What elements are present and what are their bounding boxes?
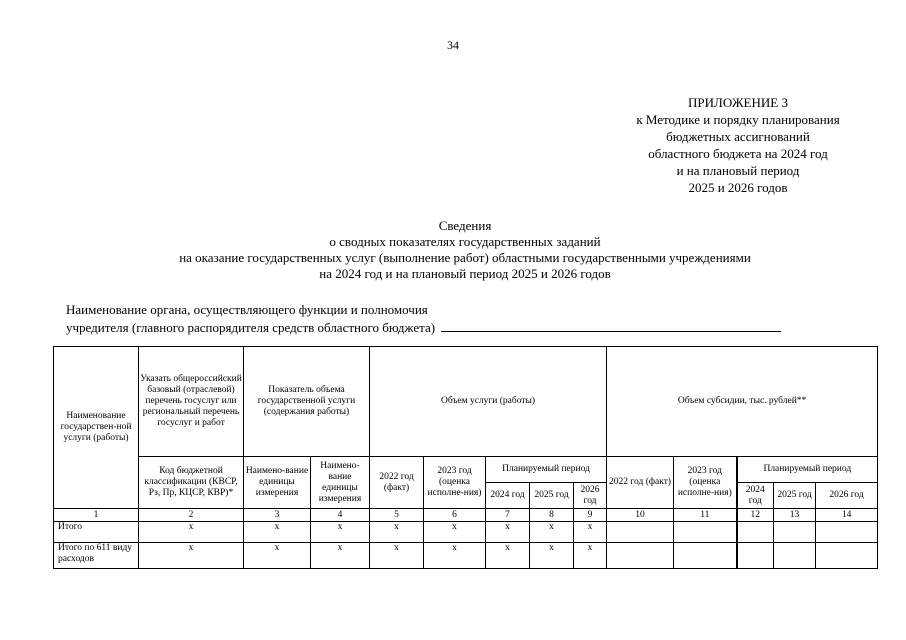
column-number: 5 xyxy=(370,509,424,522)
row-label: Итого xyxy=(54,522,139,543)
header-volume-2023: 2023 год (оценка исполне-ния) xyxy=(424,457,486,509)
table-cell[interactable] xyxy=(737,522,774,543)
table-cell: x xyxy=(311,522,370,543)
table-cell[interactable] xyxy=(774,543,816,569)
header-volume-indicator: Показатель объема государственной услуги (содержания работы) xyxy=(244,347,370,457)
header-subsidy-2022: 2022 год (факт) xyxy=(607,457,674,509)
column-number: 14 xyxy=(816,509,878,522)
column-number: 12 xyxy=(737,509,774,522)
table-cell: x xyxy=(370,522,424,543)
heading-title: Сведения xyxy=(438,218,492,233)
header-subsidy-volume: Объем субсидии, тыс. рублей** xyxy=(607,347,878,457)
header-subsidy-plan: Планируемый период xyxy=(737,457,878,483)
column-number: 11 xyxy=(674,509,737,522)
table-row xyxy=(54,522,878,543)
table-cell: x xyxy=(530,522,574,543)
column-number: 6 xyxy=(424,509,486,522)
table-cell: x xyxy=(530,543,574,569)
column-number: 9 xyxy=(574,509,607,522)
document-heading xyxy=(0,218,906,282)
appendix-line: областного бюджета на 2024 год xyxy=(648,146,828,161)
column-number: 7 xyxy=(486,509,530,522)
table-cell: x xyxy=(244,543,311,569)
column-number: 3 xyxy=(244,509,311,522)
summary-table xyxy=(53,346,878,569)
appendix-line: и на плановый период xyxy=(676,163,800,178)
table-cell: x xyxy=(139,522,244,543)
table-cell[interactable] xyxy=(674,522,737,543)
table-cell: x xyxy=(486,543,530,569)
table-cell[interactable] xyxy=(816,522,878,543)
header-subsidy-2023: 2023 год (оценка исполне-ния) xyxy=(674,457,737,509)
table-cell: x xyxy=(486,522,530,543)
table-cell: x xyxy=(424,543,486,569)
table-cell: x xyxy=(139,543,244,569)
column-number: 4 xyxy=(311,509,370,522)
header-volume-2024: 2024 год xyxy=(486,483,530,509)
header-subsidy-2025: 2025 год xyxy=(774,483,816,509)
header-unit-name: Наимено-вание единицы измерения xyxy=(311,457,370,509)
column-number: 13 xyxy=(774,509,816,522)
table-cell: x xyxy=(574,543,607,569)
row-label: Итого по 611 виду расходов xyxy=(54,543,139,569)
table-cell[interactable] xyxy=(674,543,737,569)
header-service-name: Наименование государствен-ной услуги (работы) xyxy=(54,347,139,509)
table-cell[interactable] xyxy=(607,543,674,569)
appendix-block xyxy=(600,94,876,196)
column-number: 8 xyxy=(530,509,574,522)
header-volume-2026: 2026 год xyxy=(574,483,607,509)
column-number: 2 xyxy=(139,509,244,522)
table-cell: x xyxy=(370,543,424,569)
appendix-line: к Методике и порядку планирования xyxy=(636,112,840,127)
header-volume-2025: 2025 год xyxy=(530,483,574,509)
table-cell: x xyxy=(574,522,607,543)
organ-name-block xyxy=(66,301,866,336)
header-subsidy-2026: 2026 год xyxy=(816,483,878,509)
organ-name-field[interactable] xyxy=(441,318,781,332)
organ-label-line1: Наименование органа, осуществляющего функции и полномочия xyxy=(66,302,428,317)
table-cell: x xyxy=(424,522,486,543)
heading-line: на 2024 год и на плановый период 2025 и 2026 годов xyxy=(319,266,611,281)
column-number-row xyxy=(54,509,878,522)
header-volume-plan: Планируемый период xyxy=(486,457,607,483)
column-number: 1 xyxy=(54,509,139,522)
table-cell[interactable] xyxy=(774,522,816,543)
header-registry: Указать общероссийский базовый (отраслевой) перечень госуслуг или региональный перечень госуслуг и работ xyxy=(139,347,244,457)
organ-label-line2: учредителя (главного распорядителя средств областного бюджета) xyxy=(66,320,436,335)
table-cell[interactable] xyxy=(737,543,774,569)
appendix-line: 2025 и 2026 годов xyxy=(688,180,788,195)
header-service-volume: Объем услуги (работы) xyxy=(370,347,607,457)
table-row xyxy=(54,543,878,569)
table-cell[interactable] xyxy=(607,522,674,543)
table-cell: x xyxy=(244,522,311,543)
heading-line: о сводных показателях государственных заданий xyxy=(329,234,601,249)
page-number: 34 xyxy=(447,38,459,52)
table-cell[interactable] xyxy=(816,543,878,569)
table-cell: x xyxy=(311,543,370,569)
appendix-title: ПРИЛОЖЕНИЕ 3 xyxy=(688,95,788,110)
header-unit-name: Наимено-вание единицы измерения xyxy=(244,457,311,509)
appendix-line: бюджетных ассигнований xyxy=(666,129,810,144)
heading-line: на оказание государственных услуг (выполнение работ) областными государственными учреждениями xyxy=(179,250,751,265)
column-number: 10 xyxy=(607,509,674,522)
header-volume-2022: 2022 год (факт) xyxy=(370,457,424,509)
header-subsidy-2024: 2024 год xyxy=(737,483,774,509)
header-kbk: Код бюджетной классификации (КВСР, Рз, Пр, КЦСР, КВР)* xyxy=(139,457,244,509)
